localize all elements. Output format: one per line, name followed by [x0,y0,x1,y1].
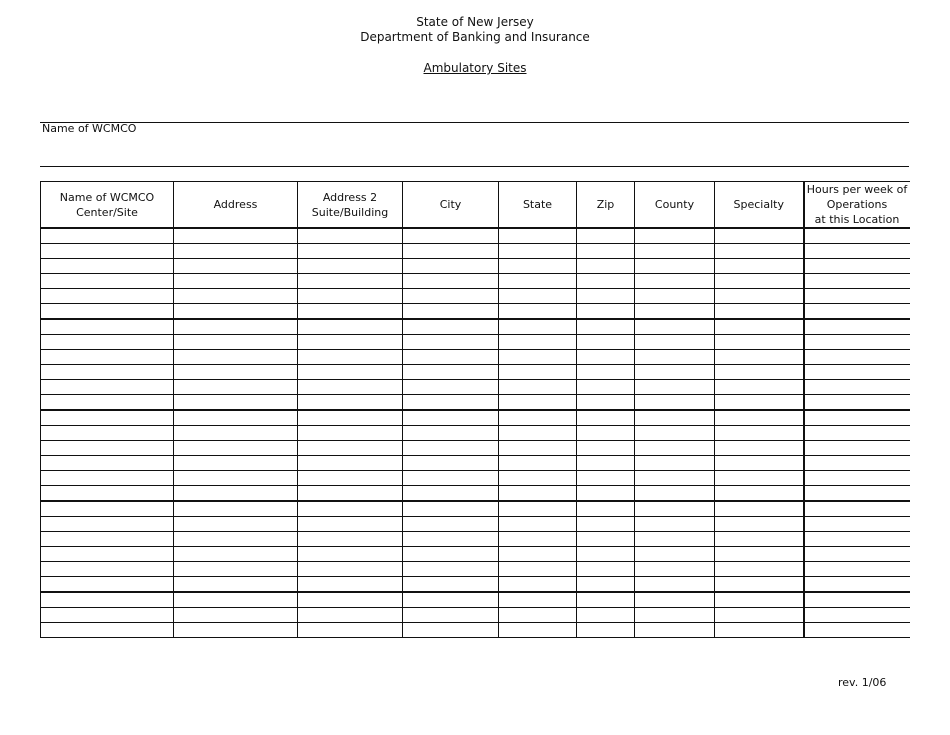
cell-hours[interactable] [804,259,910,274]
cell-hours[interactable] [804,441,910,456]
cell-state[interactable] [499,319,577,335]
cell-address[interactable] [174,501,298,517]
cell-address[interactable] [174,350,298,365]
table-row [41,244,910,259]
cell-address-2[interactable] [298,592,403,608]
cell-state[interactable] [499,410,577,426]
cell-address-2[interactable] [298,335,403,350]
cell-address[interactable] [174,441,298,456]
cell-hours[interactable] [804,577,910,593]
cell-zip[interactable] [577,471,635,486]
cell-city[interactable] [403,304,499,320]
table-row [41,319,910,335]
cell-state[interactable] [499,426,577,441]
cell-zip[interactable] [577,501,635,517]
cell-county[interactable] [635,501,715,517]
cell-center-site[interactable] [41,426,174,441]
column-header-address: Address [174,182,298,229]
cell-specialty[interactable] [715,410,804,426]
cell-county[interactable] [635,380,715,395]
cell-county[interactable] [635,319,715,335]
table-row [41,228,910,244]
cell-zip[interactable] [577,350,635,365]
cell-state[interactable] [499,592,577,608]
cell-county[interactable] [635,274,715,289]
cell-address[interactable] [174,289,298,304]
cell-specialty[interactable] [715,289,804,304]
cell-county[interactable] [635,577,715,593]
cell-city[interactable] [403,623,499,638]
cell-county[interactable] [635,410,715,426]
cell-zip[interactable] [577,244,635,259]
cell-address[interactable] [174,547,298,562]
cell-city[interactable] [403,592,499,608]
department-title: Department of Banking and Insurance [360,30,590,44]
cell-address-2[interactable] [298,304,403,320]
cell-county[interactable] [635,471,715,486]
cell-state[interactable] [499,365,577,380]
column-header-state: State [499,182,577,229]
cell-center-site[interactable] [41,244,174,259]
table-row [41,592,910,608]
cell-hours[interactable] [804,274,910,289]
cell-city[interactable] [403,471,499,486]
cell-hours[interactable] [804,517,910,532]
cell-specialty[interactable] [715,471,804,486]
cell-address[interactable] [174,562,298,577]
cell-hours[interactable] [804,471,910,486]
cell-center-site[interactable] [41,289,174,304]
cell-address[interactable] [174,456,298,471]
cell-city[interactable] [403,395,499,411]
table-row [41,350,910,365]
cell-zip[interactable] [577,517,635,532]
cell-state[interactable] [499,486,577,502]
cell-specialty[interactable] [715,577,804,593]
cell-state[interactable] [499,547,577,562]
column-header-specialty: Specialty [715,182,804,229]
cell-address[interactable] [174,532,298,547]
cell-center-site[interactable] [41,456,174,471]
cell-city[interactable] [403,289,499,304]
column-header-county: County [635,182,715,229]
cell-address[interactable] [174,228,298,244]
cell-zip[interactable] [577,365,635,380]
cell-specialty[interactable] [715,304,804,320]
cell-county[interactable] [635,441,715,456]
cell-city[interactable] [403,228,499,244]
cell-zip[interactable] [577,608,635,623]
cell-specialty[interactable] [715,456,804,471]
state-title: State of New Jersey [416,15,534,29]
table-row [41,289,910,304]
cell-specialty[interactable] [715,517,804,532]
cell-zip[interactable] [577,547,635,562]
cell-address-2[interactable] [298,244,403,259]
cell-center-site[interactable] [41,395,174,411]
cell-state[interactable] [499,350,577,365]
cell-state[interactable] [499,274,577,289]
cell-address[interactable] [174,623,298,638]
cell-center-site[interactable] [41,441,174,456]
cell-zip[interactable] [577,319,635,335]
cell-zip[interactable] [577,456,635,471]
table-row [41,501,910,517]
cell-state[interactable] [499,335,577,350]
cell-zip[interactable] [577,486,635,502]
cell-hours[interactable] [804,562,910,577]
cell-state[interactable] [499,304,577,320]
cell-center-site[interactable] [41,365,174,380]
cell-city[interactable] [403,532,499,547]
table-row [41,304,910,320]
cell-address-2[interactable] [298,228,403,244]
cell-specialty[interactable] [715,244,804,259]
cell-city[interactable] [403,608,499,623]
cell-specialty[interactable] [715,395,804,411]
cell-address[interactable] [174,244,298,259]
cell-city[interactable] [403,410,499,426]
cell-specialty[interactable] [715,547,804,562]
cell-city[interactable] [403,365,499,380]
cell-state[interactable] [499,244,577,259]
cell-center-site[interactable] [41,517,174,532]
cell-center-site[interactable] [41,350,174,365]
cell-state[interactable] [499,577,577,593]
cell-zip[interactable] [577,592,635,608]
cell-hours[interactable] [804,319,910,335]
cell-hours[interactable] [804,608,910,623]
table-row [41,486,910,502]
cell-address-2[interactable] [298,365,403,380]
cell-city[interactable] [403,426,499,441]
table-row [41,259,910,274]
cell-hours[interactable] [804,456,910,471]
cell-state[interactable] [499,623,577,638]
cell-city[interactable] [403,274,499,289]
cell-address[interactable] [174,259,298,274]
column-header-address-2: Address 2 Suite/Building [298,182,403,229]
cell-specialty[interactable] [715,228,804,244]
cell-address[interactable] [174,486,298,502]
cell-center-site[interactable] [41,486,174,502]
table-row [41,532,910,547]
cell-county[interactable] [635,259,715,274]
table-row [41,471,910,486]
cell-address-2[interactable] [298,532,403,547]
cell-center-site[interactable] [41,319,174,335]
cell-zip[interactable] [577,577,635,593]
wcmco-name-top-rule [40,122,909,123]
table-body [41,228,910,638]
cell-center-site[interactable] [41,228,174,244]
cell-specialty[interactable] [715,501,804,517]
cell-zip[interactable] [577,426,635,441]
table-row [41,577,910,593]
cell-center-site[interactable] [41,532,174,547]
cell-center-site[interactable] [41,577,174,593]
cell-hours[interactable] [804,380,910,395]
ambulatory-sites-table [40,181,910,638]
cell-hours[interactable] [804,592,910,608]
cell-zip[interactable] [577,304,635,320]
cell-address-2[interactable] [298,274,403,289]
cell-state[interactable] [499,259,577,274]
cell-hours[interactable] [804,501,910,517]
cell-hours[interactable] [804,350,910,365]
cell-center-site[interactable] [41,410,174,426]
table-row [41,380,910,395]
cell-specialty[interactable] [715,380,804,395]
cell-county[interactable] [635,244,715,259]
table-row [41,517,910,532]
cell-state[interactable] [499,441,577,456]
cell-state[interactable] [499,532,577,547]
cell-hours[interactable] [804,244,910,259]
cell-center-site[interactable] [41,501,174,517]
cell-address[interactable] [174,592,298,608]
cell-city[interactable] [403,380,499,395]
cell-hours[interactable] [804,289,910,304]
cell-address[interactable] [174,395,298,411]
cell-county[interactable] [635,486,715,502]
cell-city[interactable] [403,319,499,335]
cell-specialty[interactable] [715,350,804,365]
cell-address-2[interactable] [298,319,403,335]
cell-address-2[interactable] [298,608,403,623]
cell-address[interactable] [174,274,298,289]
cell-specialty[interactable] [715,623,804,638]
cell-specialty[interactable] [715,259,804,274]
cell-state[interactable] [499,456,577,471]
cell-county[interactable] [635,426,715,441]
cell-address-2[interactable] [298,517,403,532]
cell-center-site[interactable] [41,304,174,320]
cell-specialty[interactable] [715,274,804,289]
cell-state[interactable] [499,471,577,486]
wcmco-name-field-line[interactable] [40,166,909,167]
cell-zip[interactable] [577,228,635,244]
cell-address-2[interactable] [298,259,403,274]
table-row [41,365,910,380]
cell-address-2[interactable] [298,486,403,502]
revision-label: rev. 1/06 [838,676,887,689]
cell-address-2[interactable] [298,289,403,304]
table-header-row [41,182,910,229]
cell-city[interactable] [403,350,499,365]
cell-city[interactable] [403,562,499,577]
cell-hours[interactable] [804,335,910,350]
cell-address-2[interactable] [298,562,403,577]
cell-county[interactable] [635,456,715,471]
cell-address[interactable] [174,335,298,350]
cell-specialty[interactable] [715,441,804,456]
cell-city[interactable] [403,486,499,502]
cell-specialty[interactable] [715,365,804,380]
cell-city[interactable] [403,335,499,350]
cell-city[interactable] [403,517,499,532]
cell-county[interactable] [635,623,715,638]
cell-state[interactable] [499,608,577,623]
cell-address-2[interactable] [298,410,403,426]
cell-address-2[interactable] [298,380,403,395]
cell-center-site[interactable] [41,471,174,486]
table-row [41,395,910,411]
cell-zip[interactable] [577,395,635,411]
cell-county[interactable] [635,517,715,532]
cell-hours[interactable] [804,304,910,320]
cell-county[interactable] [635,365,715,380]
cell-state[interactable] [499,380,577,395]
table-row [41,274,910,289]
cell-address-2[interactable] [298,426,403,441]
cell-hours[interactable] [804,410,910,426]
table-row [41,441,910,456]
cell-address-2[interactable] [298,456,403,471]
cell-state[interactable] [499,228,577,244]
cell-address[interactable] [174,517,298,532]
cell-zip[interactable] [577,562,635,577]
table-row [41,410,910,426]
wcmco-name-label: Name of WCMCO [42,122,137,135]
cell-hours[interactable] [804,365,910,380]
cell-city[interactable] [403,577,499,593]
cell-address-2[interactable] [298,547,403,562]
cell-county[interactable] [635,350,715,365]
cell-address[interactable] [174,577,298,593]
cell-county[interactable] [635,532,715,547]
cell-hours[interactable] [804,547,910,562]
cell-address-2[interactable] [298,350,403,365]
cell-center-site[interactable] [41,547,174,562]
cell-address-2[interactable] [298,471,403,486]
cell-specialty[interactable] [715,335,804,350]
cell-hours[interactable] [804,395,910,411]
cell-city[interactable] [403,547,499,562]
cell-address[interactable] [174,471,298,486]
cell-city[interactable] [403,441,499,456]
cell-center-site[interactable] [41,274,174,289]
cell-address[interactable] [174,426,298,441]
cell-address[interactable] [174,319,298,335]
cell-specialty[interactable] [715,486,804,502]
cell-hours[interactable] [804,486,910,502]
cell-city[interactable] [403,456,499,471]
cell-state[interactable] [499,501,577,517]
cell-center-site[interactable] [41,259,174,274]
cell-county[interactable] [635,608,715,623]
cell-address[interactable] [174,380,298,395]
cell-hours[interactable] [804,426,910,441]
cell-zip[interactable] [577,335,635,350]
cell-state[interactable] [499,289,577,304]
cell-city[interactable] [403,244,499,259]
cell-county[interactable] [635,547,715,562]
cell-address-2[interactable] [298,577,403,593]
cell-address-2[interactable] [298,501,403,517]
cell-center-site[interactable] [41,562,174,577]
cell-zip[interactable] [577,274,635,289]
cell-zip[interactable] [577,410,635,426]
cell-zip[interactable] [577,289,635,304]
cell-specialty[interactable] [715,426,804,441]
cell-state[interactable] [499,562,577,577]
column-header-zip: Zip [577,182,635,229]
cell-address[interactable] [174,608,298,623]
cell-address-2[interactable] [298,441,403,456]
cell-zip[interactable] [577,532,635,547]
cell-county[interactable] [635,395,715,411]
cell-state[interactable] [499,517,577,532]
cell-zip[interactable] [577,259,635,274]
cell-specialty[interactable] [715,592,804,608]
cell-county[interactable] [635,228,715,244]
cell-center-site[interactable] [41,380,174,395]
cell-address-2[interactable] [298,395,403,411]
cell-address[interactable] [174,365,298,380]
table-row [41,335,910,350]
cell-city[interactable] [403,259,499,274]
cell-address[interactable] [174,304,298,320]
form-title: Ambulatory Sites [423,61,527,75]
cell-specialty[interactable] [715,532,804,547]
cell-specialty[interactable] [715,319,804,335]
cell-center-site[interactable] [41,623,174,638]
cell-address-2[interactable] [298,623,403,638]
column-header-center-site: Name of WCMCO Center/Site [41,182,174,229]
cell-state[interactable] [499,395,577,411]
cell-center-site[interactable] [41,608,174,623]
cell-hours[interactable] [804,532,910,547]
cell-county[interactable] [635,335,715,350]
cell-county[interactable] [635,289,715,304]
table-row [41,608,910,623]
cell-zip[interactable] [577,441,635,456]
cell-zip[interactable] [577,380,635,395]
cell-county[interactable] [635,562,715,577]
cell-address[interactable] [174,410,298,426]
cell-county[interactable] [635,592,715,608]
table-row [41,562,910,577]
cell-hours[interactable] [804,228,910,244]
cell-county[interactable] [635,304,715,320]
cell-hours[interactable] [804,623,910,638]
table-row [41,547,910,562]
cell-specialty[interactable] [715,562,804,577]
table-row [41,426,910,441]
cell-center-site[interactable] [41,592,174,608]
table-row [41,623,910,638]
cell-specialty[interactable] [715,608,804,623]
column-header-hours: Hours per week of Operations at this Location [804,182,910,229]
cell-center-site[interactable] [41,335,174,350]
cell-zip[interactable] [577,623,635,638]
column-header-city: City [403,182,499,229]
cell-city[interactable] [403,501,499,517]
table-row [41,456,910,471]
